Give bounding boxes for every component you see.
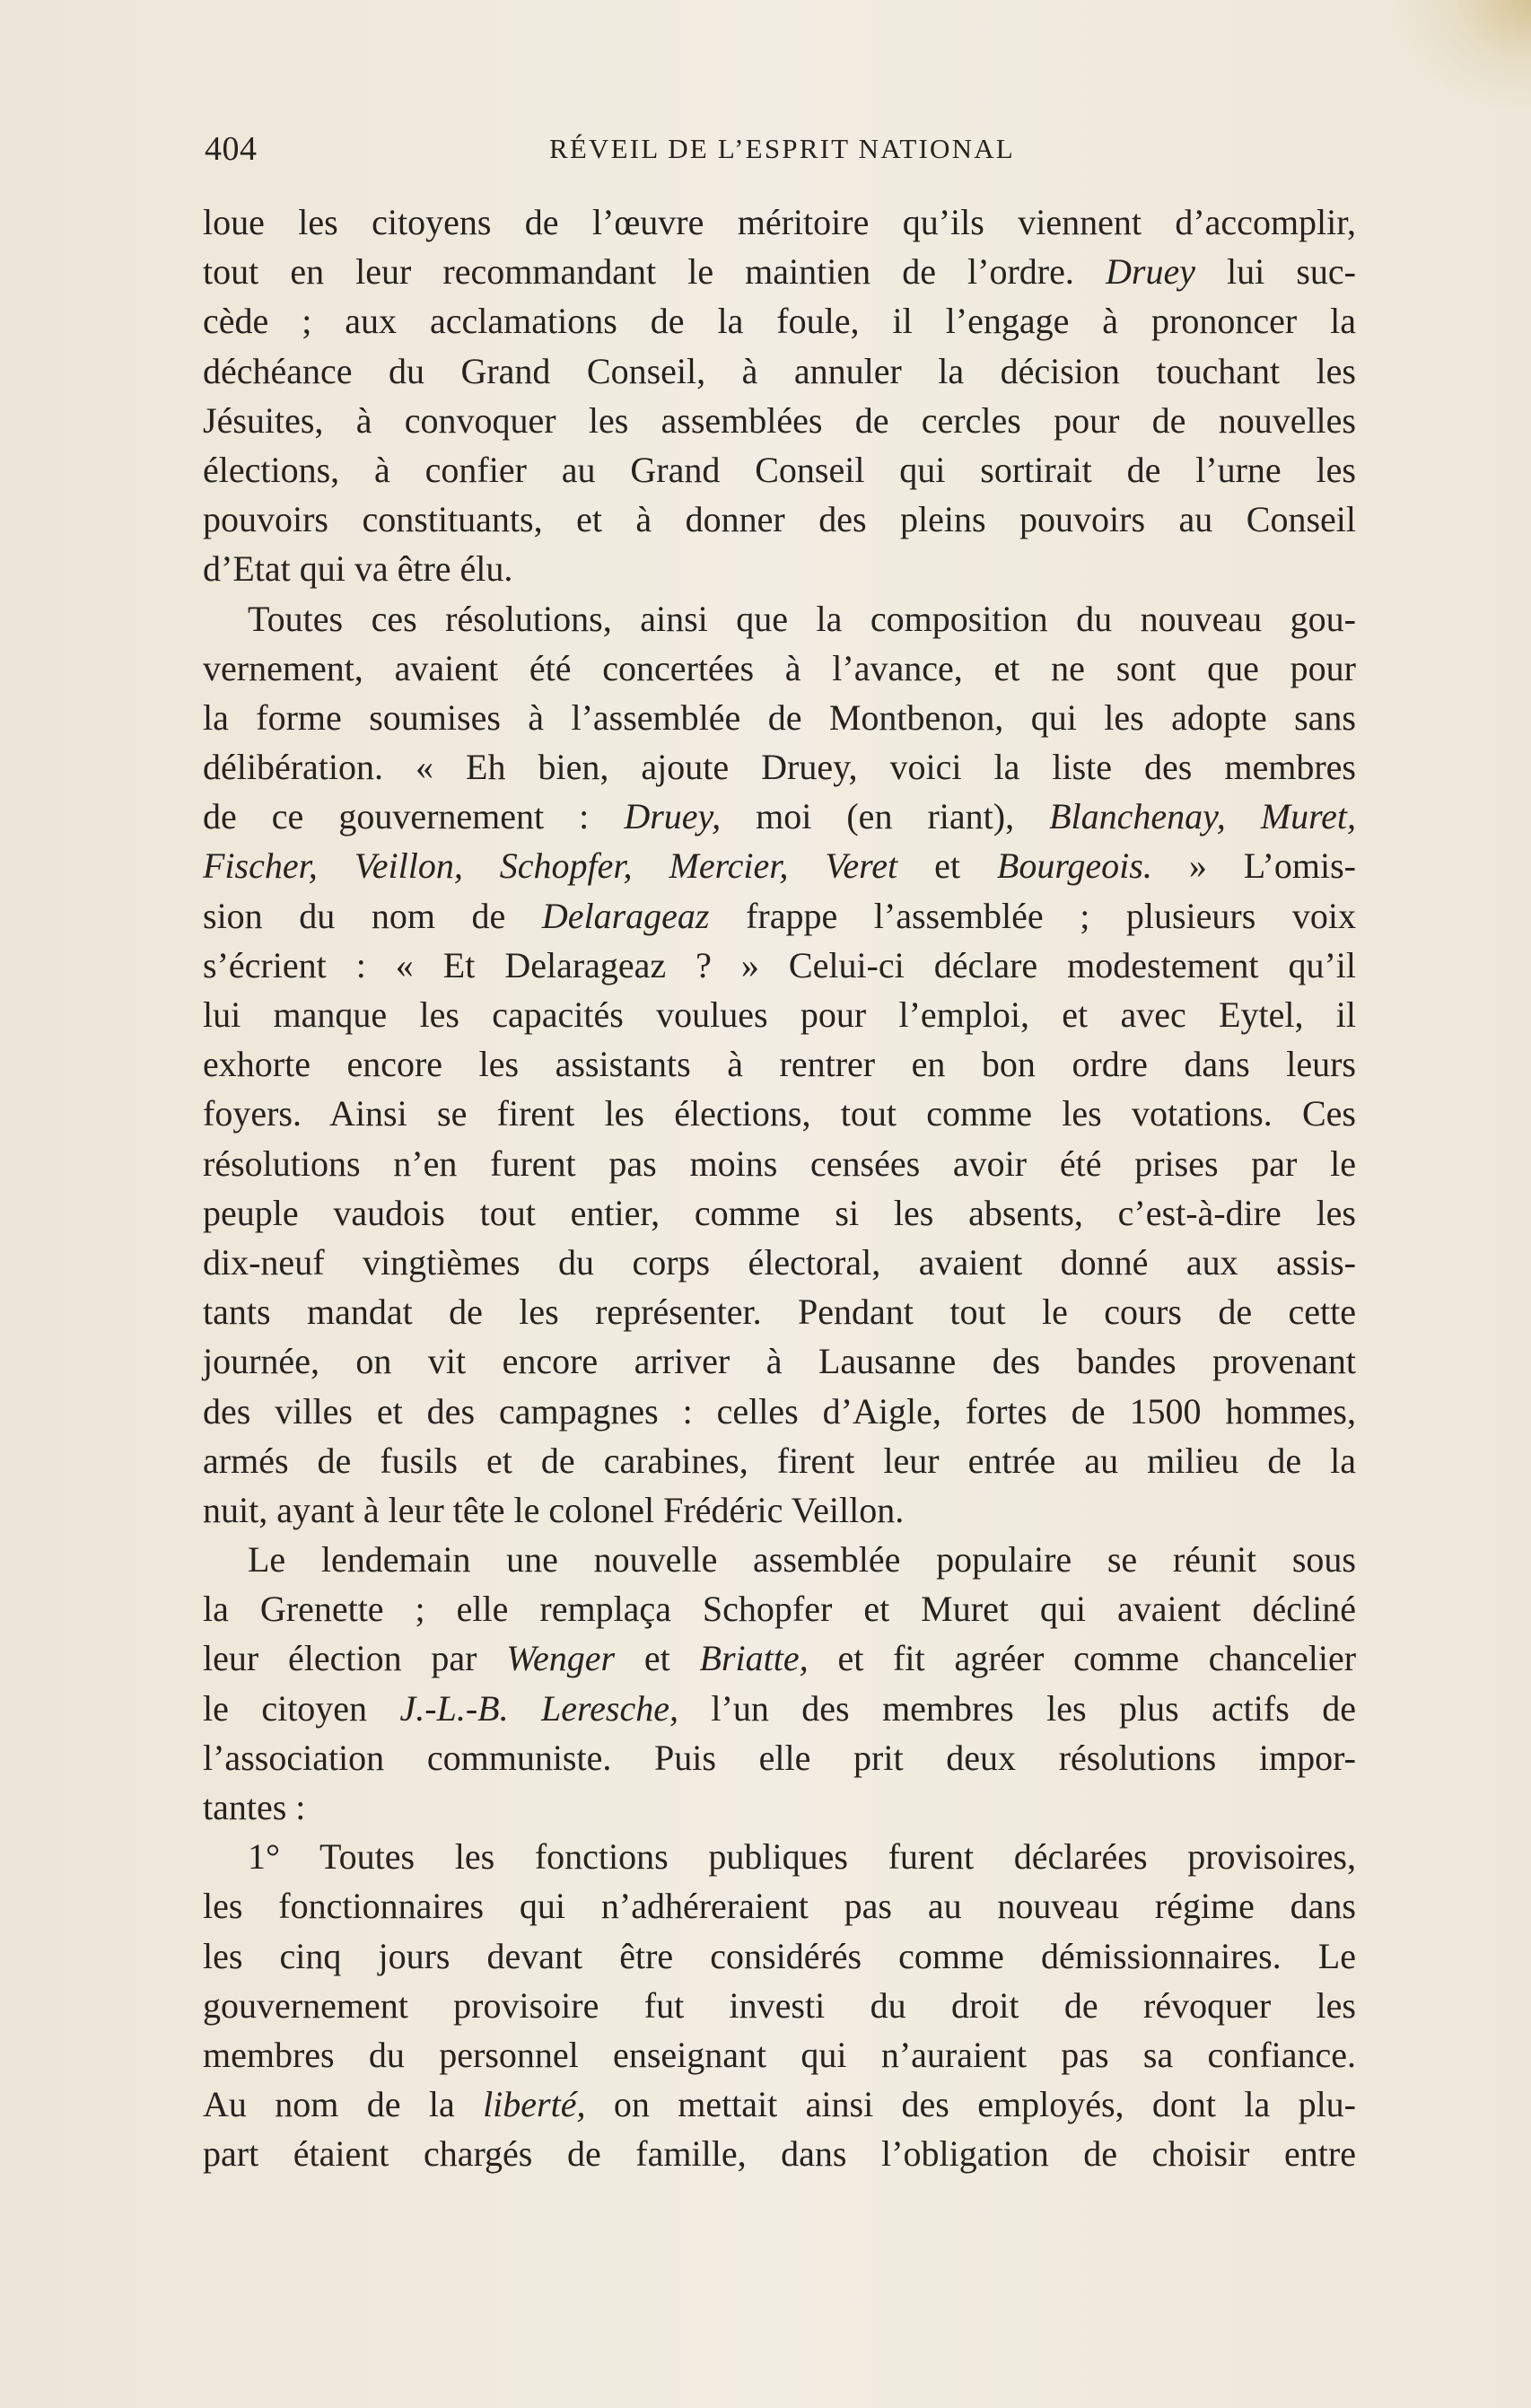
- text-line: gouvernement provisoire fut investi du droit de révoquer les: [203, 1984, 1356, 2026]
- text-line: vernement, avaient été concertées à l’avance, et ne sont que pour: [203, 647, 1356, 688]
- text-line: résolutions n’en furent pas moins censées avoir été prises par le: [203, 1143, 1356, 1184]
- body-text: [203, 197, 1356, 2179]
- text-line: tantes :: [203, 1787, 306, 1827]
- text-line: s’écrient : « Et Delarageaz ? » Celui-ci déclare modestement qu’il: [203, 944, 1356, 985]
- text-line: dix-neuf vingtièmes du corps électoral, avaient donné aux assis-: [203, 1241, 1356, 1283]
- text-line: cède ; aux acclamations de la foule, il l’engage à prononcer la: [203, 301, 1356, 342]
- running-title: RÉVEIL DE L’ESPRIT NATIONAL: [549, 133, 1015, 164]
- text-line: Jésuites, à convoquer les assemblées de cercles pour de nouvelles: [203, 399, 1356, 441]
- text-line: Le lendemain une nouvelle assemblée populaire se réunit sous: [248, 1539, 1356, 1581]
- text-line: nuit, ayant à leur tête le colonel Frédéric Veillon.: [203, 1489, 905, 1530]
- text-line: peuple vaudois tout entier, comme si les absents, c’est-à-dire les: [203, 1192, 1356, 1233]
- text-line: la forme soumises à l’assemblée de Montbenon, qui les adopte sans: [203, 696, 1356, 738]
- text-line: les cinq jours devant être considérés comme démissionnaires. Le: [203, 1935, 1356, 1976]
- text-line: exhorte encore les assistants à rentrer en bon ordre dans leurs: [203, 1044, 1356, 1085]
- text-line: part étaient chargés de famille, dans l’obligation de choisir entre: [203, 2133, 1356, 2175]
- text-line: des villes et des campagnes : celles d’Aigle, fortes de 1500 hommes,: [203, 1390, 1356, 1432]
- text-line: journée, on vit encore arriver à Lausanne des bandes provenant: [203, 1341, 1356, 1382]
- text-line: de ce gouvernement : Druey, moi (en riant), Blanchenay, Muret,: [203, 796, 1357, 837]
- text-line: tants mandat de les représenter. Pendant tout le cours de cette: [203, 1292, 1356, 1333]
- text-line: armés de fusils et de carabines, firent leur entrée au milieu de la: [203, 1440, 1356, 1481]
- text-line: pouvoirs constituants, et à donner des pleins pouvoirs au Conseil: [203, 499, 1356, 540]
- text-line: tout en leur recommandant le maintien de l’ordre. Druey lui suc-: [203, 251, 1357, 293]
- text-line: Toutes ces résolutions, ainsi que la composition du nouveau gou-: [248, 598, 1356, 639]
- text-line: les fonctionnaires qui n’adhéreraient pas au nouveau régime dans: [203, 1886, 1356, 1927]
- text-line: élections, à confier au Grand Conseil qui sortirait de l’urne les: [203, 449, 1356, 490]
- text-line: lui manque les capacités voulues pour l’emploi, et avec Eytel, il: [203, 994, 1356, 1035]
- text-line: le citoyen J.-L.-B. Leresche, l’un des membres les plus actifs de: [203, 1687, 1356, 1729]
- text-line: déchéance du Grand Conseil, à annuler la décision touchant les: [203, 350, 1356, 391]
- page-number: 404: [205, 130, 258, 168]
- text-line: leur élection par Wenger et Briatte, et fit agréer comme chancelier: [203, 1638, 1357, 1679]
- text-line: délibération. « Eh bien, ajoute Druey, voici la liste des membres: [203, 747, 1356, 788]
- text-line: l’association communiste. Puis elle prit deux résolutions impor-: [203, 1737, 1356, 1778]
- text-line: foyers. Ainsi se firent les élections, tout comme les votations. Ces: [203, 1093, 1356, 1134]
- text-line: 1° Toutes les fonctions publiques furent déclarées provisoires,: [248, 1836, 1356, 1878]
- text-line: Au nom de la liberté, on mettait ainsi des employés, dont la plu-: [203, 2084, 1357, 2125]
- text-line: la Grenette ; elle remplaça Schopfer et Muret qui avaient décliné: [203, 1589, 1356, 1630]
- page-stain: [1396, 0, 1531, 108]
- text-line: sion du nom de Delarageaz frappe l’assemblée ; plusieurs voix: [203, 895, 1357, 936]
- text-line: loue les citoyens de l’œuvre méritoire qu’ils viennent d’accomplir,: [203, 202, 1356, 242]
- text-line: Fischer, Veillon, Schopfer, Mercier, Veret et Bourgeois. » L’omis-: [203, 845, 1356, 887]
- text-line: d’Etat qui va être élu.: [203, 548, 513, 590]
- text-line: membres du personnel enseignant qui n’auraient pas sa confiance.: [203, 2034, 1356, 2075]
